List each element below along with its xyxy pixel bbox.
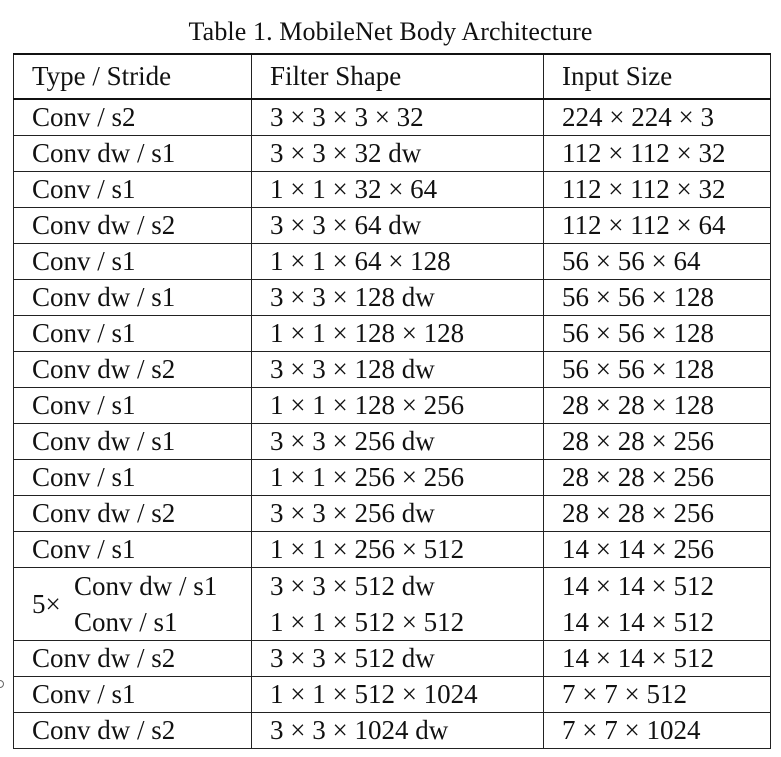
cell-type-stride: Conv dw / s1: [14, 136, 252, 172]
table-row: [14, 532, 771, 568]
cell-filter-shape: 3 × 3 × 64 dw: [252, 208, 544, 244]
cell-input-size: 14 × 14 × 512: [544, 641, 771, 677]
cell-filter-shape: 1 × 1 × 256 × 512: [252, 532, 544, 568]
cell-type-stride: Conv / s1: [14, 244, 252, 280]
cell-type-stride: Conv dw / s1: [14, 424, 252, 460]
table-row: [14, 172, 771, 208]
cell-input-size: 7 × 7 × 512: [544, 677, 771, 713]
table-row: [14, 713, 771, 749]
cell-filter-shape: 3 × 3 × 512 dw: [252, 641, 544, 677]
cell-type-stride: Conv / s1: [14, 316, 252, 352]
cell-filter-shape: 3 × 3 × 256 dw: [252, 424, 544, 460]
table-row: [14, 99, 771, 136]
cell-input-size: 28 × 28 × 256: [544, 496, 771, 532]
architecture-table: [13, 53, 770, 749]
header-filter-shape: Filter Shape: [252, 54, 544, 99]
cell-filter-shape: 3 × 3 × 128 dw: [252, 280, 544, 316]
cell-type-stride: Conv / s1: [14, 532, 252, 568]
cell-filter-shape: 3 × 3 × 3 × 32: [252, 99, 544, 136]
cell-filter-shape: 1 × 1 × 256 × 256: [252, 460, 544, 496]
repeat-input-line: 14 × 14 × 512: [562, 607, 714, 637]
cell-filter-shape: 1 × 1 × 64 × 128: [252, 244, 544, 280]
cell-input-size: 28 × 28 × 128: [544, 388, 771, 424]
cell-input-size: 56 × 56 × 64: [544, 244, 771, 280]
cell-type-stride: Conv dw / s2: [14, 641, 252, 677]
cell-filter-shape: 3 × 3 × 1024 dw: [252, 713, 544, 749]
table-row: [14, 677, 771, 713]
cell-input-size: 28 × 28 × 256: [544, 460, 771, 496]
cell-input-size: [544, 568, 771, 641]
table-row: [14, 280, 771, 316]
table-row: [14, 316, 771, 352]
cell-input-size: 224 × 224 × 3: [544, 99, 771, 136]
cell-type-stride: Conv / s2: [14, 99, 252, 136]
table-header-row: [14, 54, 771, 99]
table-caption: Table 1. MobileNet Body Architecture: [188, 17, 593, 46]
cell-filter-shape: 3 × 3 × 128 dw: [252, 352, 544, 388]
cell-filter-shape: 3 × 3 × 256 dw: [252, 496, 544, 532]
cell-input-size: 14 × 14 × 256: [544, 532, 771, 568]
cell-type-stride: Conv dw / s2: [14, 713, 252, 749]
table-row-repeat-block: [14, 568, 771, 641]
table-row: [14, 641, 771, 677]
repeat-input-line: 14 × 14 × 512: [562, 571, 714, 601]
cell-filter-shape: 3 × 3 × 32 dw: [252, 136, 544, 172]
margin-mark: [0, 680, 4, 688]
cell-filter-shape: 1 × 1 × 128 × 128: [252, 316, 544, 352]
cell-filter-shape: 1 × 1 × 128 × 256: [252, 388, 544, 424]
repeat-filter-line: 1 × 1 × 512 × 512: [270, 607, 465, 637]
cell-type-stride: Conv dw / s1: [14, 280, 252, 316]
cell-input-size: 7 × 7 × 1024: [544, 713, 771, 749]
cell-type-stride: Conv / s1: [14, 172, 252, 208]
repeat-filter-line: 3 × 3 × 512 dw: [270, 571, 435, 601]
cell-input-size: 112 × 112 × 64: [544, 208, 771, 244]
table-row: [14, 496, 771, 532]
table-row: [14, 244, 771, 280]
cell-type-stride: Conv / s1: [14, 460, 252, 496]
cell-input-size: 56 × 56 × 128: [544, 316, 771, 352]
table-row: [14, 460, 771, 496]
table-row: [14, 352, 771, 388]
table-row: [14, 208, 771, 244]
cell-filter-shape: 1 × 1 × 32 × 64: [252, 172, 544, 208]
cell-input-size: 112 × 112 × 32: [544, 136, 771, 172]
header-type-stride: Type / Stride: [14, 54, 252, 99]
repeat-multiplier: 5×: [32, 589, 61, 619]
table-row: [14, 424, 771, 460]
cell-type-stride: Conv / s1: [14, 388, 252, 424]
table-row: [14, 388, 771, 424]
cell-input-size: 56 × 56 × 128: [544, 280, 771, 316]
cell-filter-shape: 1 × 1 × 512 × 1024: [252, 677, 544, 713]
cell-filter-shape: [252, 568, 544, 641]
header-input-size: Input Size: [544, 54, 771, 99]
cell-input-size: 56 × 56 × 128: [544, 352, 771, 388]
table-body: [14, 99, 771, 749]
repeat-type-line: Conv / s1: [74, 607, 178, 637]
cell-type-stride: [14, 568, 252, 641]
cell-input-size: 112 × 112 × 32: [544, 172, 771, 208]
cell-type-stride: Conv / s1: [14, 677, 252, 713]
cell-type-stride: Conv dw / s2: [14, 496, 252, 532]
cell-type-stride: Conv dw / s2: [14, 208, 252, 244]
cell-input-size: 28 × 28 × 256: [544, 424, 771, 460]
cell-type-stride: Conv dw / s2: [14, 352, 252, 388]
architecture-table-grid: [13, 53, 771, 749]
table-row: [14, 136, 771, 172]
repeat-type-line: Conv dw / s1: [74, 571, 218, 601]
